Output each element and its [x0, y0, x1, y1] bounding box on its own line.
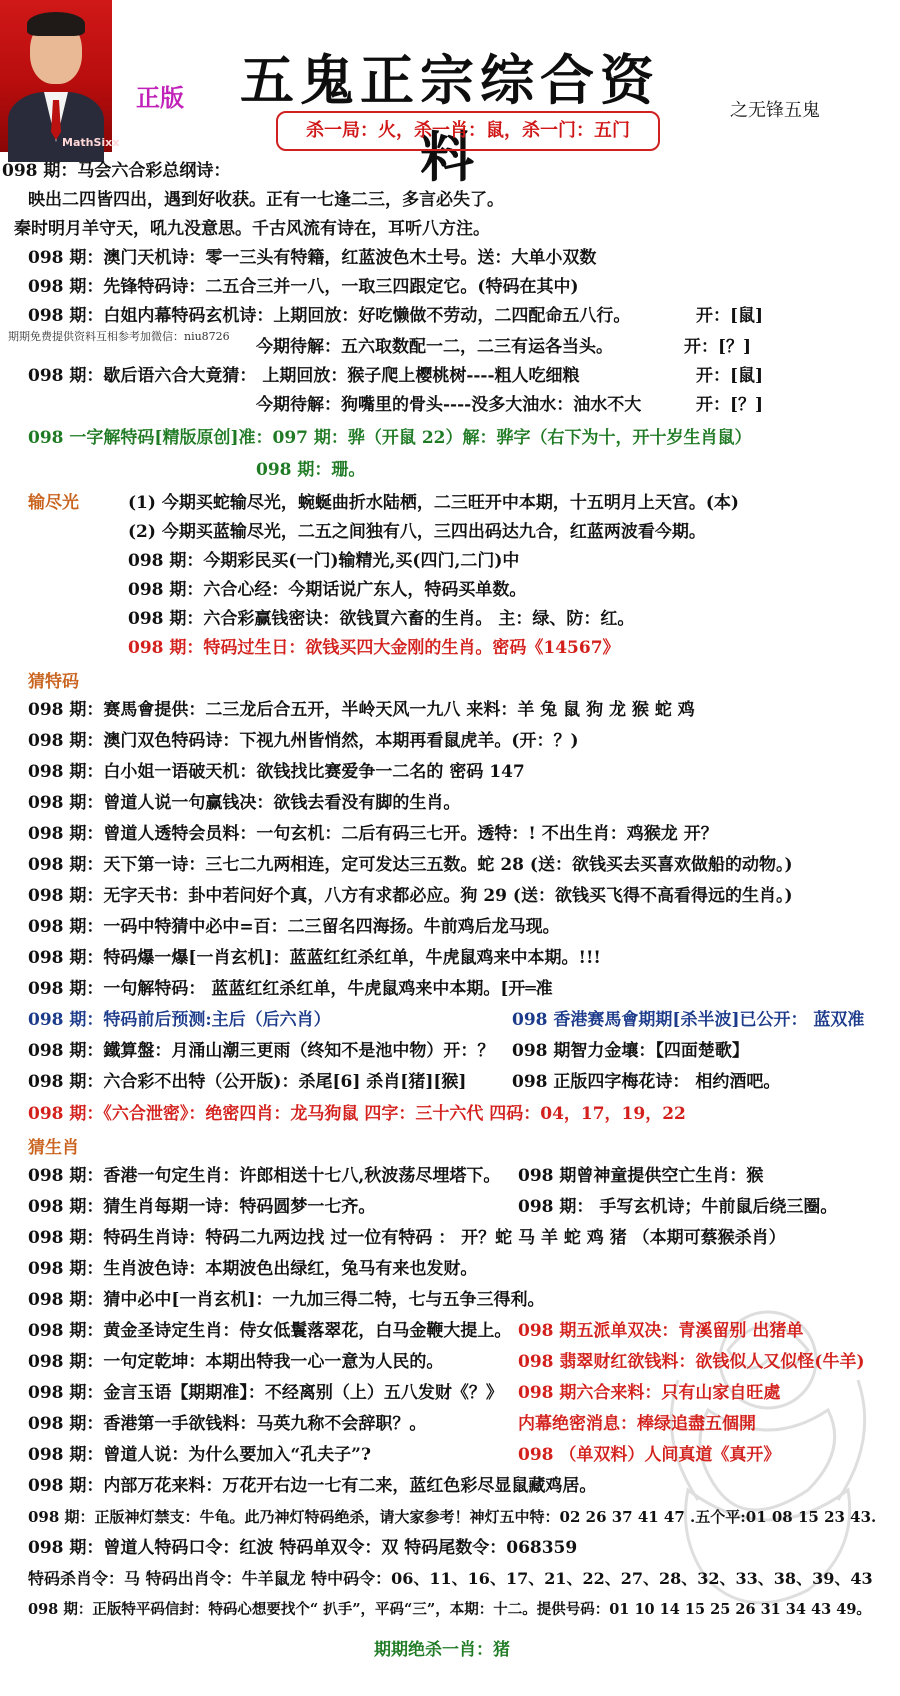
line-46: 098 期：正版特平码信封：特码心想要找个“ 扒手”，平码“三”，本期：十二。提供号码：01 10 14 15 25 26 31 34 43 49。	[28, 1601, 871, 1618]
line-8-result: 开：[鼠]	[696, 366, 764, 386]
line-36: 098 期：猜中必中[一肖玄机]：一九加三得二特，七与五争三得利。	[28, 1290, 545, 1310]
line-11: 098 期：珊。	[256, 460, 366, 480]
line-30: 098 期：六合彩不出特（公开版)：杀尾[6] 杀肖[猪][猴]	[28, 1072, 467, 1092]
line-18: 098 期：赛馬會提供：二三龙后合五开，半岭天风一九八 来料：羊 兔 鼠 狗 龙 猴 蛇 鸡	[28, 700, 695, 720]
line-26: 098 期：特码爆一爆[一肖玄机]：蓝蓝红红杀红单，牛虎鼠鸡来中本期。!!!	[28, 948, 601, 968]
line-33: 098 期：猜生肖每期一诗：特码圆梦一七齐。	[28, 1197, 376, 1217]
line-42: 098 期：内部万花来料：万花开右边一七有二来，蓝红色彩尽显鼠藏鸡居。	[28, 1476, 597, 1496]
line-4: 098 期：澳门天机诗：零一三头有特籍，红蓝波色木土号。送：大单小双数	[28, 248, 597, 268]
line-37-right: 098 期五派单双决：青溪留别 出猪单	[518, 1321, 804, 1341]
line-39: 098 期：金言玉语【期期准】：不经离别（上）五八发财《？》	[28, 1383, 503, 1403]
line-25: 098 期：一码中特猜中必中=百：二三留名四海扬。牛前鸡后龙马现。	[28, 917, 560, 937]
line-15: 098 期：六合心经：今期话说广东人，特码买单数。	[128, 580, 527, 600]
line-7: 今期待解：五六取数配一二，二三有运各当头。	[256, 337, 613, 357]
section-title-2: 猜特码	[28, 672, 79, 692]
line-12: (1) 今期买蛇输尽光，蜿蜒曲折水陆栖，二三旺开中本期，十五明月上天宫。(本)	[128, 493, 739, 513]
line-22: 098 期：曾道人透特会员料：一句玄机：二后有码三七开。透特：! 不出生肖：鸡猴龙 开？	[28, 824, 718, 844]
line-7-result: 开：[？]	[684, 337, 752, 357]
line-34: 098 期：特码生肖诗：特码二九两边找 过一位有特码 ： 开？蛇 马 羊 蛇 鸡 猪 （本期可蔡猴杀肖）	[28, 1228, 786, 1248]
line-23: 098 期：天下第一诗：三七二九两相连，定可发达三五数。蛇 28 (送：欲钱买去买喜欢做船的动物。)	[28, 855, 793, 875]
line-28-right: 098 香港赛馬會期期[杀半波]已公开： 蓝双准	[512, 1010, 865, 1030]
kill-banner: 杀一局：火，杀一肖：鼠，杀一门：五门	[276, 111, 660, 151]
line-5: 098 期：先锋特码诗：二五合三并一八，一取三四跟定它。(特码在其中)	[28, 277, 579, 297]
line-27: 098 期：一句解特码： 蓝蓝红红杀红单，牛虎鼠鸡来中本期。[开═准	[28, 979, 553, 999]
line-37: 098 期：黄金圣诗定生肖：侍女低鬟落翠花，白马金鞭大提上。	[28, 1321, 512, 1341]
line-19: 098 期：澳门双色特码诗：下视九州皆悄然，本期再看鼠虎羊。(开：？)	[28, 731, 579, 751]
section-title-1: 输尽光	[28, 493, 79, 513]
line-20: 098 期：白小姐一语破天机：欲钱找比赛爱争一二名的 密码 147	[28, 762, 525, 782]
line-17: 098 期：特码过生日：欲钱买四大金刚的生肖。密码《14567》	[128, 638, 620, 658]
line-6: 098 期：白姐内幕特码玄机诗：上期回放：好吃懒做不劳动，二四配命五八行。	[28, 306, 631, 326]
photo-watermark: MathSixx	[62, 136, 120, 149]
line-32-right: 098 期曾神童提供空亡生肖：猴	[518, 1166, 764, 1186]
page-subtitle: 之无锋五鬼	[730, 100, 820, 121]
line-30-right: 098 正版四字梅花诗： 相约酒吧。	[512, 1072, 781, 1092]
line-9: 今期待解：狗嘴里的骨头----没多大油水：油水不大	[256, 395, 642, 415]
line-14: 098 期：今期彩民买(一门)输精光,买(四门,二门)中	[128, 551, 520, 571]
line-10: 098 一字解特码[精版原创]准：097 期：骅（开鼠 22）解：骅字（右下为十，开十岁生肖鼠）	[28, 428, 752, 448]
line-32: 098 期：香港一句定生肖：许郎相送十七八,秋波荡尽埋塔下。	[28, 1166, 501, 1186]
line-38-right: 098 翡翠财红欲钱料：欲钱似人又似怪(牛羊)	[518, 1352, 865, 1372]
page-title: 五鬼正宗综合资料	[240, 48, 660, 189]
line-45: 特码杀肖令：马 特码出肖令：牛羊鼠龙 特中码令：06、11、16、17、21、22、27、28、32、33、38、39、43	[28, 1569, 873, 1588]
line-28: 098 期：特码前后预测:主后（后六肖）	[28, 1010, 331, 1030]
line-40: 098 期：香港第一手欲钱料：马英九称不会辞职？。	[28, 1414, 427, 1434]
line-29-right: 098 期智力金壤：【四面楚歌】	[512, 1041, 749, 1061]
line-33-right: 098 期： 手写玄机诗；牛前鼠后绕三圈。	[518, 1197, 838, 1217]
line-44: 098 期：曾道人特码口令：红波 特码单双令：双 特码尾数令：068359	[28, 1538, 578, 1558]
line-39-right: 098 期六合来料：只有山家自旺處	[518, 1383, 781, 1403]
line-2: 映出二四皆四出，遇到好收获。正有一七逢二三，多言必失了。	[28, 190, 504, 210]
line-3: 秦时明月羊守天，吼九没意思。千古风流有诗在，耳听八方注。	[14, 219, 490, 239]
line-21: 098 期：曾道人说一句赢钱决：欲钱去看没有脚的生肖。	[28, 793, 461, 813]
line-47: 期期绝杀一肖：猪	[374, 1640, 510, 1660]
line-38: 098 期：一句定乾坤：本期出特我一心一意为人民的。	[28, 1352, 444, 1372]
line-1: 098 期：马会六合彩总纲诗：	[2, 161, 231, 181]
line-6-result: 开：[鼠]	[696, 306, 764, 326]
line-43: 098 期：正版神灯禁支：牛龟。此乃神灯特码绝杀，请大家参考！神灯五中特：02 26 37 41 47 .五个平:01 08 15 23 43.	[28, 1508, 877, 1526]
line-8: 098 期：歇后语六合大竟猜： 上期回放：猴子爬上樱桃树----粗人吃细粮	[28, 366, 580, 386]
line-16: 098 期：六合彩赢钱密诀：欲钱買六畜的生肖。 主：绿、防：红。	[128, 609, 635, 629]
author-photo	[0, 0, 120, 152]
edition-label: 正版	[136, 84, 184, 112]
wechat-note: 期期免费提供资料互相参考加微信：niu8726	[8, 330, 230, 343]
line-31: 098 期：《六合泄密》：绝密四肖：龙马狗鼠 四字：三十六代 四码：04，17，19，22	[28, 1104, 686, 1124]
section-title-3: 猜生肖	[28, 1138, 79, 1158]
line-24: 098 期：无字天书：卦中若问好个真，八方有求都必应。狗 29 (送：欲钱买飞得不高看得远的生肖。)	[28, 886, 793, 906]
line-29: 098 期：鐵算盤：月涌山潮三更雨（终知不是池中物）开：？	[28, 1041, 495, 1061]
line-13: (2) 今期买蓝输尽光，二五之间独有八，三四出码达九合，红蓝两波看今期。	[128, 522, 706, 542]
line-41: 098 期：曾道人说：为什么要加入“孔夫子”?	[28, 1445, 371, 1465]
line-9-result: 开：[？]	[696, 395, 764, 415]
line-35: 098 期：生肖波色诗：本期波色出绿红，兔马有来也发财。	[28, 1259, 478, 1279]
line-40-right: 内幕绝密消息：棒绿追盡五個開	[518, 1414, 756, 1434]
line-41-right: 098 （单双料）人间真道《真开》	[518, 1445, 781, 1465]
